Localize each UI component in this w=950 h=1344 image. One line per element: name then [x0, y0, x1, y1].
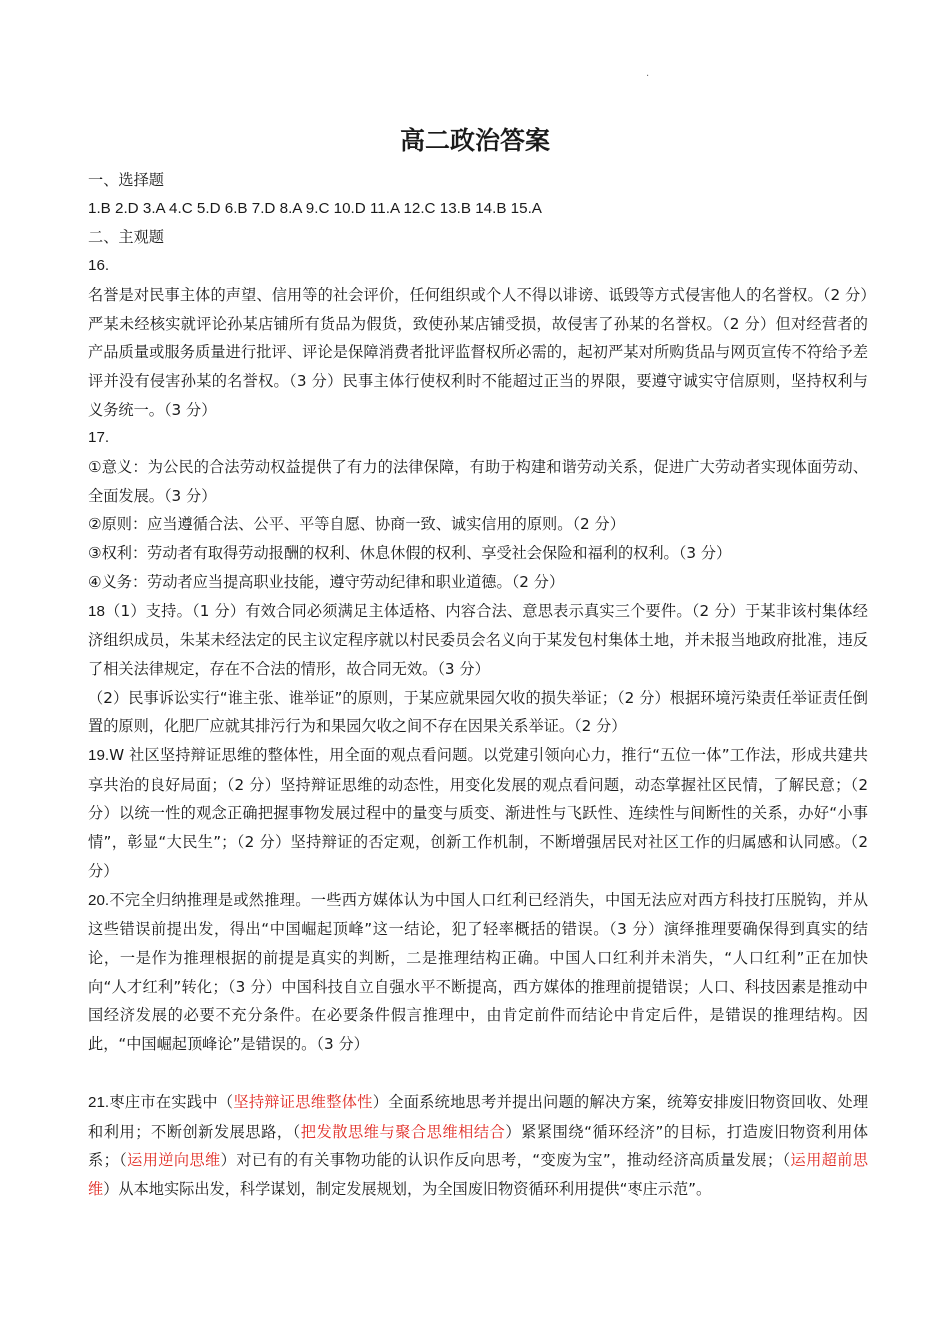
q21-highlight-1: 坚持辩证思维整体性	[233, 1092, 373, 1111]
q17-item-1: ①意义：为公民的合法劳动权益提供了有力的法律保障，有助于构建和谐劳动关系，促进广大劳动者实现体面劳动、全面发展。（3 分）	[88, 458, 868, 505]
section2-heading: 二、主观题	[88, 228, 164, 247]
q21-seg4: ）对已有的有关事物功能的认识作反向思考，“变废为宝”，推动经济高质量发展；（	[220, 1151, 791, 1170]
q21-seg2: ）全面系统地思考并提出问题的解决方案，统筹安排废旧物资回收、处理和利用；不断创新发展思路，（	[88, 1092, 869, 1141]
answer-content	[88, 166, 868, 1204]
q18-part1	[88, 597, 868, 684]
q17-item-2: ②原则：应当遵循合法、公平、平等自愿、协商一致、诚实信用的原则。（2 分）	[88, 515, 625, 534]
q18-number: 18	[88, 602, 105, 620]
q18-part1-text: （1）支持。（1 分）有效合同必须满足主体适格、内容合法、意思表示真实三个要件。（2 分）于某非该村集体经济组织成员，朱某未经法定的民主议定程序就以村民委员会名义向于某发包村集体土地，并未报当地政府批准，违反了相关法律规定，存在不合法的情形，故合同无效。（3 分）	[88, 601, 868, 678]
q21-seg1: 枣庄市在实践中（	[109, 1092, 234, 1111]
multiple-choice-answers: 1.B 2.D 3.A 4.C 5.D 6.B 7.D 8.A 9.C 10.D 11.A 12.C 13.B 14.B 15.A	[88, 199, 542, 217]
q19-answer	[88, 741, 868, 886]
q21-answer	[88, 1088, 868, 1204]
q17-number: 17.	[88, 429, 110, 447]
q17-item-4: ④义务：劳动者应当提高职业技能，遵守劳动纪律和职业道德。（2 分）	[88, 572, 565, 591]
q21-number: 21.	[88, 1093, 110, 1111]
q21-seg3: ）紧紧围绕“循环经济”的目标，打造废旧物资利用体系；（	[88, 1122, 869, 1170]
q17-item-3: ③权利：劳动者有取得劳动报酬的权利、休息休假的权利、享受社会保险和福利的权利。（3 分）	[88, 544, 732, 563]
page-title: 高二政治答案	[399, 126, 550, 155]
q18-part2: （2）民事诉讼实行“谁主张、谁举证”的原则，于某应就果园欠收的损失举证；（2 分）根据环境污染责任举证责任倒置的原则，化肥厂应就其排污行为和果园欠收之间不存在因果关系举证。（2 分）	[88, 688, 868, 736]
q16-answer: 名誉是对民事主体的声望、信用等的社会评价，任何组织或个人不得以诽谤、诋毁等方式侵害他人的名誉权。（2 分）严某未经核实就评论孙某店铺所有货品为假货，致使孙某店铺受损，故侵害了孙某的名誉权。（2 分）但对经营者的产品质量或服务质量进行批评、评论是保障消费者批评监督权所必需的，起初严某对所购货品与网页宣传不符给予差评并没有侵害孙某的名誉权。（3 分）民事主体行使权利时不能超过正当的界限，要遵守诚实守信原则，坚持权利与义务统一。（3 分）	[88, 285, 868, 419]
q20-answer	[88, 886, 868, 1059]
header-dot: .	[646, 68, 650, 79]
q21-highlight-3: 运用逆向思维	[127, 1151, 221, 1170]
q20-text: 不完全归纳推理是或然推理。一些西方媒体认为中国人口红利已经消失，中国无法应对西方科技打压脱钩，并从这些错误前提出发，得出“中国崛起顶峰”这一结论，犯了轻率概括的错误。（3 分）演绎推理要确保得到真实的结论，一是作为推理根据的前提是真实的判断，二是推理结构正确。中国人口红利并未消失，“人口红利”正在加快向“人才红利”转化；（3 分）中国科技自立自强水平不断提高，西方媒体的推理前提错误；人口、科技因素是推动中国经济发展的必要不充分条件。在必要条件假言推理中，由肯定前件而结论中肯定后件，是错误的推理结构。因此，“中国崛起顶峰论”是错误的。（3 分）	[88, 890, 868, 1054]
blank-line	[88, 1059, 868, 1088]
q21-seg5: ）从本地实际出发，科学谋划，制定发展规划，为全国废旧物资循环利用提供“枣庄示范”。	[103, 1179, 712, 1198]
q16-number: 16.	[88, 257, 110, 275]
q21-highlight-2: 把发散思维与聚合思维相结合	[300, 1122, 506, 1141]
q20-number: 20.	[88, 891, 110, 909]
q21-highlight-4: 运用超前思维	[88, 1151, 869, 1198]
q19-text: W 社区坚持辩证思维的整体性，用全面的观点看问题。以党建引领向心力，推行“五位一体”工作法，形成共建共享共治的良好局面；（2 分）坚持辩证思维的动态性，用变化发展的观点看问题，动态掌握社区民情，了解民意；（2 分）以统一性的观念正确把握事物发展过程中的量变与质变、渐进性与飞跃性、连续性与间断性的关系，办好“小事情”，彰显“大民生”；（2 分）坚持辩证的否定观，创新工作机制，不断增强居民对社区工作的归属感和认同感。（2 分）	[88, 746, 868, 880]
q19-number: 19.	[88, 747, 110, 765]
section1-heading: 一、选择题	[88, 171, 164, 189]
